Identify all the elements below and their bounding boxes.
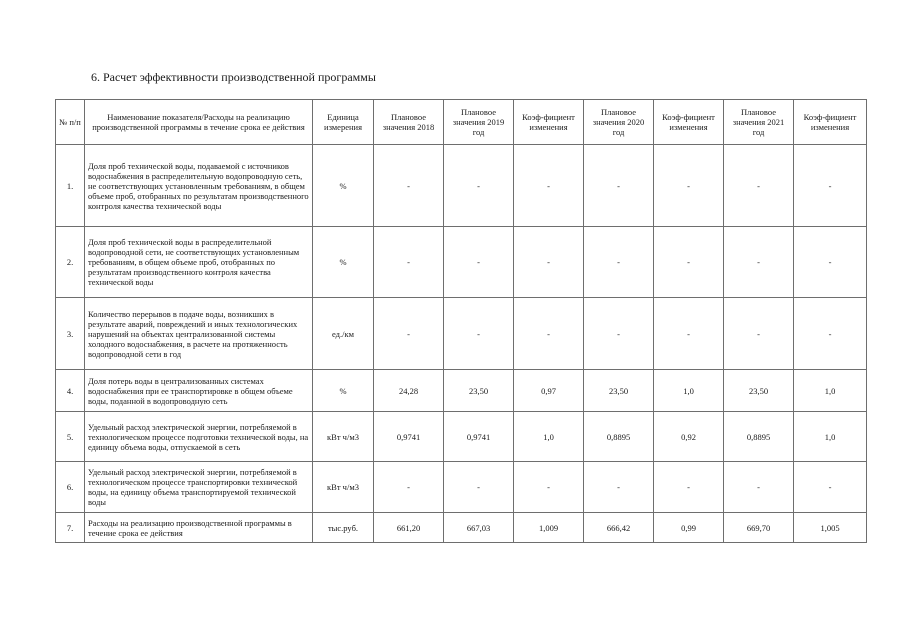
table-row — [56, 145, 867, 227]
value-cell: - — [514, 298, 584, 370]
unit-cell: % — [313, 145, 374, 227]
indicator-name: Количество перерывов в подаче воды, возникших в результате аварий, повреждений и иных технологических нарушений на объектах централизованной системы холодного водоснабжения, в расчете на протяженность водопроводной сети в год — [85, 298, 313, 370]
table-row — [56, 513, 867, 543]
value-cell: 0,92 — [654, 412, 724, 462]
value-cell: 23,50 — [724, 370, 794, 412]
unit-cell: ед./км — [313, 298, 374, 370]
value-cell: - — [794, 145, 867, 227]
value-cell: - — [444, 462, 514, 513]
value-cell: - — [374, 298, 444, 370]
value-cell: - — [654, 227, 724, 298]
value-cell: - — [444, 298, 514, 370]
row-number: 4. — [56, 370, 85, 412]
value-cell: - — [794, 298, 867, 370]
header-cell: № п/п — [56, 100, 85, 145]
value-cell: - — [794, 462, 867, 513]
value-cell: - — [724, 145, 794, 227]
value-cell: 0,8895 — [584, 412, 654, 462]
value-cell: - — [654, 298, 724, 370]
header-row — [56, 100, 867, 145]
value-cell: 1,005 — [794, 513, 867, 543]
value-cell: - — [794, 227, 867, 298]
value-cell: - — [514, 462, 584, 513]
value-cell: - — [584, 298, 654, 370]
row-number: 5. — [56, 412, 85, 462]
header-cell: Наименование показателя/Расходы на реализацию производственной программы в течение срока ее действия — [85, 100, 313, 145]
value-cell: - — [584, 462, 654, 513]
value-cell: 23,50 — [444, 370, 514, 412]
table-row — [56, 370, 867, 412]
value-cell: 661,20 — [374, 513, 444, 543]
header-cell: Плановое значения 2020 год — [584, 100, 654, 145]
section-title: 6. Расчет эффективности производственной программы — [91, 70, 376, 84]
value-cell: - — [374, 462, 444, 513]
value-cell: - — [654, 462, 724, 513]
value-cell: - — [514, 145, 584, 227]
indicator-name: Удельный расход электрической энергии, потребляемой в технологическом процессе подготовки технической воды, на единицу объема воды, отпускаемой в сеть — [85, 412, 313, 462]
indicator-name: Доля потерь воды в централизованных системах водоснабжения при ее транспортировке в общем объеме воды, поданной в водопроводную сеть — [85, 370, 313, 412]
table-row — [56, 412, 867, 462]
header-cell: Коэф-фициент изменения — [794, 100, 867, 145]
value-cell: 1,0 — [514, 412, 584, 462]
value-cell: 1,0 — [794, 412, 867, 462]
value-cell: 0,9741 — [444, 412, 514, 462]
value-cell: - — [444, 227, 514, 298]
indicator-name: Удельный расход электрической энергии, потребляемой в технологическом процессе транспортировки технической воды, на единицу объема транспортируемой технической воды — [85, 462, 313, 513]
table-row — [56, 227, 867, 298]
value-cell: - — [584, 227, 654, 298]
value-cell: - — [724, 298, 794, 370]
row-number: 2. — [56, 227, 85, 298]
value-cell: - — [374, 145, 444, 227]
value-cell: 667,03 — [444, 513, 514, 543]
header-cell: Коэф-фициент изменения — [654, 100, 724, 145]
value-cell: 24,28 — [374, 370, 444, 412]
header-cell: Плановое значения 2019 год — [444, 100, 514, 145]
value-cell: 1,009 — [514, 513, 584, 543]
header-cell: Плановое значения 2018 — [374, 100, 444, 145]
row-number: 6. — [56, 462, 85, 513]
unit-cell: % — [313, 370, 374, 412]
row-number: 7. — [56, 513, 85, 543]
value-cell: 0,97 — [514, 370, 584, 412]
header-cell: Единица измерения — [313, 100, 374, 145]
value-cell: 1,0 — [794, 370, 867, 412]
value-cell: 0,8895 — [724, 412, 794, 462]
header-cell: Коэф-фициент изменения — [514, 100, 584, 145]
efficiency-table — [55, 99, 867, 543]
value-cell: - — [724, 227, 794, 298]
table-row — [56, 462, 867, 513]
value-cell: 666,42 — [584, 513, 654, 543]
value-cell: - — [724, 462, 794, 513]
table-row — [56, 298, 867, 370]
value-cell: - — [444, 145, 514, 227]
value-cell: 669,70 — [724, 513, 794, 543]
value-cell: - — [514, 227, 584, 298]
value-cell: 1,0 — [654, 370, 724, 412]
value-cell: 23,50 — [584, 370, 654, 412]
value-cell: - — [654, 145, 724, 227]
row-number: 3. — [56, 298, 85, 370]
unit-cell: тыс.руб. — [313, 513, 374, 543]
indicator-name: Доля проб технической воды, подаваемой с источников водоснабжения в распределительную водопроводную сеть, не соответствующих установленным требованиям, в общем объеме проб, отобранных по результатам производственного контроля качества технической воды — [85, 145, 313, 227]
value-cell: - — [374, 227, 444, 298]
indicator-name: Расходы на реализацию производственной программы в течение срока ее действия — [85, 513, 313, 543]
value-cell: 0,9741 — [374, 412, 444, 462]
unit-cell: % — [313, 227, 374, 298]
row-number: 1. — [56, 145, 85, 227]
unit-cell: кВт ч/м3 — [313, 462, 374, 513]
header-cell: Плановое значения 2021 год — [724, 100, 794, 145]
indicator-name: Доля проб технической воды в распределительной водопроводной сети, не соответствующих установленным требованиям, в общем объеме проб, отобранных по результатам производственного контроля качества технической воды — [85, 227, 313, 298]
value-cell: - — [584, 145, 654, 227]
value-cell: 0,99 — [654, 513, 724, 543]
unit-cell: кВт ч/м3 — [313, 412, 374, 462]
